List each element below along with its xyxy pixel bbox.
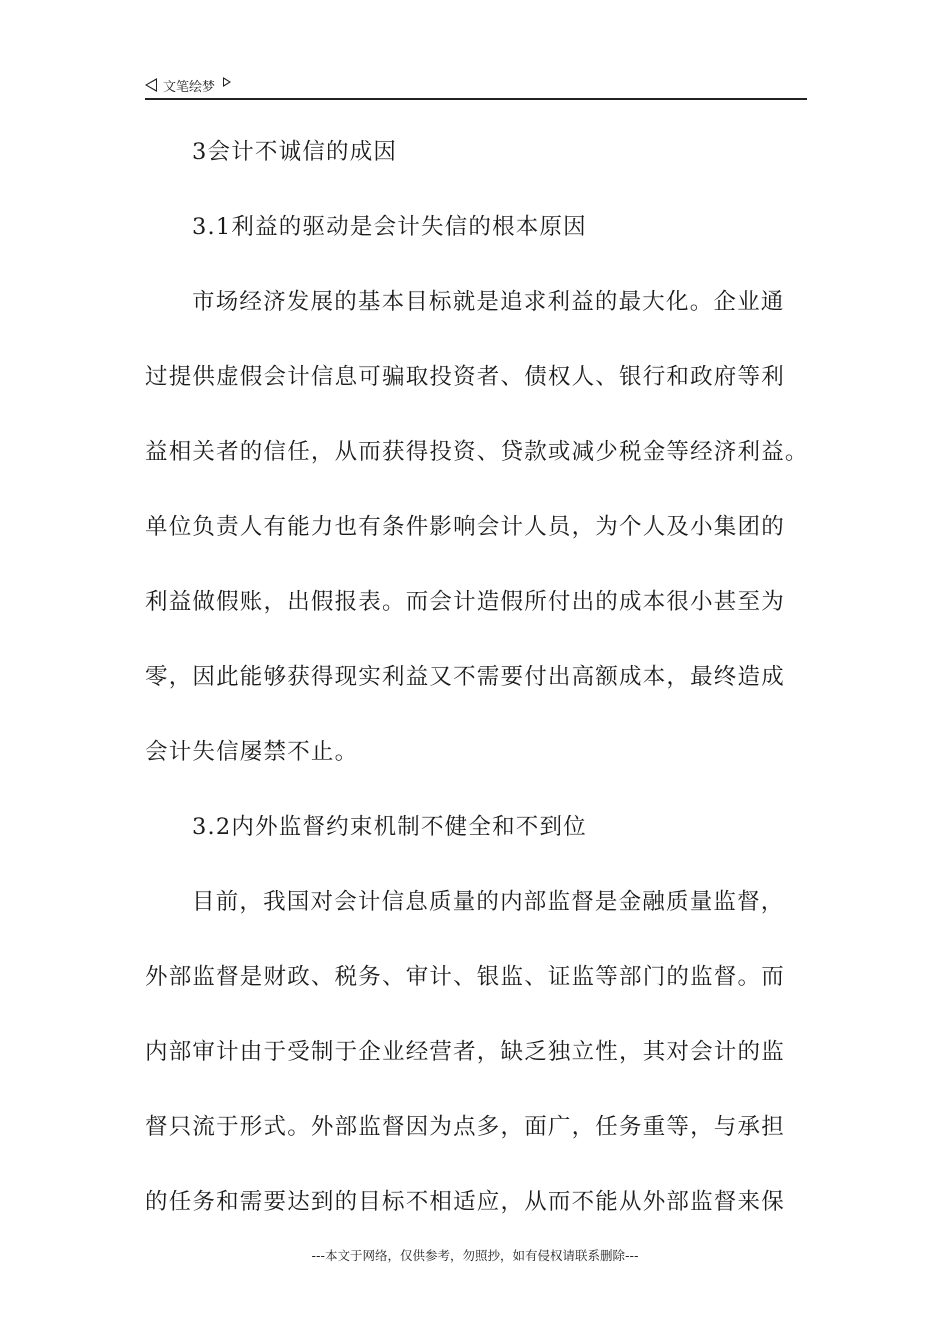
paragraph-line: 目前，我国对会计信息质量的内部监督是金融质量监督，: [192, 889, 785, 915]
subsection-heading: 3.2内外监督约束机制不健全和不到位: [192, 814, 587, 840]
paragraph-line: 内部审计由于受制于企业经营者，缺乏独立性，其对会计的监: [145, 1039, 785, 1065]
right-triangle-icon: [223, 77, 231, 87]
subsection-heading: 3.1利益的驱动是会计失信的根本原因: [192, 214, 587, 240]
paragraph-line: 益相关者的信任，从而获得投资、贷款或减少税金等经济利益。: [145, 439, 809, 465]
paragraph-line: 单位负责人有能力也有条件影响会计人员，为个人及小集团的: [145, 514, 785, 540]
left-triangle-icon: [145, 78, 157, 92]
paragraph-line: 会计失信屡禁不止。: [145, 739, 359, 765]
paragraph-line: 过提供虚假会计信息可骗取投资者、债权人、银行和政府等利: [145, 364, 785, 390]
paragraph-line: 市场经济发展的基本目标就是追求利益的最大化。企业通: [192, 289, 785, 315]
page-header: [145, 72, 807, 100]
paragraph-line: 零，因此能够获得现实利益又不需要付出高额成本，最终造成: [145, 664, 785, 690]
section-heading: 3会计不诚信的成因: [192, 139, 398, 165]
paragraph-line: 督只流于形式。外部监督因为点多，面广，任务重等，与承担: [145, 1114, 785, 1140]
paragraph-line: 的任务和需要达到的目标不相适应，从而不能从外部监督来保: [145, 1189, 785, 1215]
paragraph-line: 外部监督是财政、税务、审计、银监、证监等部门的监督。而: [145, 964, 785, 990]
paragraph-line: 利益做假账，出假报表。而会计造假所付出的成本很小甚至为: [145, 589, 785, 615]
footer-notice: ---本文于网络，仅供参考，勿照抄，如有侵权请联系删除---: [311, 1248, 639, 1263]
document-body: [145, 130, 809, 1255]
header-title: 文笔绘梦: [163, 79, 216, 95]
